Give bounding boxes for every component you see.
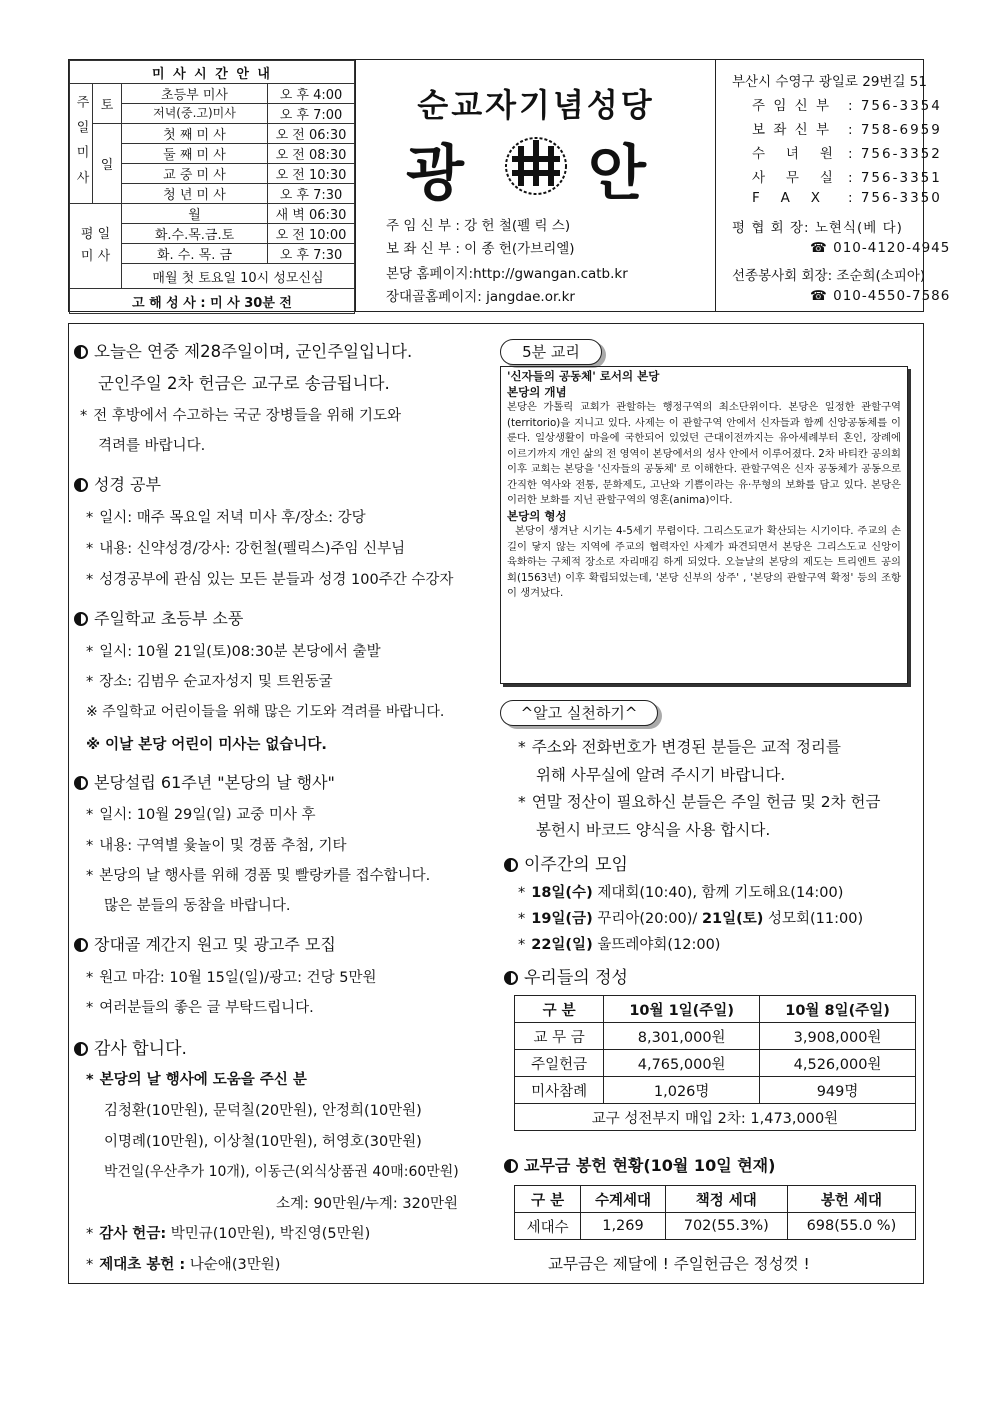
address: 부산시 수영구 광일로 29번길 51 xyxy=(732,74,927,90)
section-title: 주일학교 초등부 소풍 xyxy=(94,609,244,628)
offering-cell: 교 무 금 xyxy=(515,1023,604,1050)
mass-name: 청 년 미 사 xyxy=(122,184,268,203)
offering-note: 교구 성전부지 매입 2차: 1,473,000원 xyxy=(515,1104,916,1131)
contact-value: : 758-6959 xyxy=(848,122,942,138)
thanks-text: 박민규(10만원), 박진영(5만원) xyxy=(170,1226,371,1242)
anniv-text: 내용: 구역별 윷놀이 및 경품 추첨, 기타 xyxy=(99,838,347,854)
jangdae-line: * 여러분들의 좋은 글 부탁드립니다. xyxy=(86,1000,314,1016)
anniv-line: * 일시: 10월 29일(일) 교중 미사 후 xyxy=(86,807,316,823)
footer-slogan: 교무금은 제달에 ! 주일헌금은 정성껏 ! xyxy=(548,1255,810,1273)
doctrine-tab: 5분 교리 xyxy=(500,339,602,365)
half-circle-bullet-icon xyxy=(74,776,88,790)
sun-label: 일 xyxy=(93,124,122,204)
mass-time: 오 전 10:30 xyxy=(275,168,347,183)
bible-line: * 일시: 매주 목요일 저녁 미사 후/장소: 강당 xyxy=(86,510,366,526)
tithe-cell: 세대수 xyxy=(515,1213,581,1240)
title-box xyxy=(356,60,715,311)
mass-time: 오 전 10:00 xyxy=(275,228,347,243)
section-title: 우리들의 정성 xyxy=(524,968,628,988)
meeting-date: 22일(일) xyxy=(531,937,593,953)
contact-value: : 756-3350 xyxy=(848,190,942,206)
thanks-line: 이명례(10만원), 이상철(10만원), 허영호(30만원) xyxy=(104,1134,422,1150)
mass-time: 오 전 08:30 xyxy=(275,148,347,163)
doctrine-heading: 본당의 형성 xyxy=(507,508,567,523)
meeting-text: 성모회(11:00) xyxy=(768,911,864,927)
anniv-line: 많은 분들의 동참을 바랍니다. xyxy=(104,898,291,914)
section-title: 본당설립 61주년 "본당의 날 행사" xyxy=(94,773,335,792)
section-bible xyxy=(74,472,161,495)
thanks-line: * 본당의 날 행사에 도움을 주신 분 xyxy=(86,1072,307,1088)
thanks-line: 김청환(10만원), 문덕칠(20만원), 안정희(10만원) xyxy=(104,1103,422,1119)
bible-line: * 내용: 신약성경/강사: 강헌철(펠릭스)주임 신부님 xyxy=(86,541,406,557)
thanks-line: * 감사 헌금: 박민규(10만원), 박진영(5만원) xyxy=(86,1226,371,1242)
offering-cell: 4,765,000원 xyxy=(604,1050,760,1077)
doctrine-title: '신자들의 공동체' 로서의 본당 xyxy=(507,369,660,383)
assistant-line: 보 좌 신 부 : 이 종 헌(가브리엘) xyxy=(386,241,575,257)
mass-schedule xyxy=(69,60,356,311)
half-circle-bullet-icon xyxy=(74,345,88,359)
anniv-line: * 내용: 구역별 윷놀이 및 경품 추첨, 기타 xyxy=(86,838,347,854)
section-anniversary xyxy=(74,770,335,793)
council-chair: 평 협 회 장: 노현식(베 다) xyxy=(732,220,903,236)
table-row xyxy=(515,1050,916,1077)
contact-label: 수 녀 원 xyxy=(752,146,835,162)
practice-line: * 연말 정산이 필요하신 분들은 주일 헌금 및 2차 헌금 xyxy=(518,793,881,811)
intro-text: 오늘은 연중 제28주일이며, 군인주일입니다. xyxy=(94,342,413,361)
homepage-link[interactable]: 본당 홈페이지:http://gwangan.catb.kr xyxy=(386,266,628,282)
mass-name: 월 xyxy=(122,204,268,223)
jangdae-text: 여러분들의 좋은 글 부탁드립니다. xyxy=(99,1000,314,1016)
tithe-cell: 698(55.0 %) xyxy=(787,1213,915,1240)
confession-note: 고 해 성 사 : 미 사 30분 전 xyxy=(70,289,355,314)
tithe-cell: 1,269 xyxy=(581,1213,665,1240)
offering-header: 구 분 xyxy=(515,996,604,1023)
offering-header: 10월 8일(주일) xyxy=(760,996,916,1023)
contact-label: 보 좌 신 부 xyxy=(752,122,832,138)
section-jangdae xyxy=(74,932,336,955)
weekday-label: 평 일 미 사 xyxy=(80,227,111,264)
parish-name-right: 안 xyxy=(588,139,646,209)
meeting-date: 21일(토) xyxy=(701,911,764,927)
section-title: 이주간의 모임 xyxy=(524,855,628,875)
practice-line: 봉헌시 바코드 양식을 사용 합시다. xyxy=(536,821,771,839)
contact-label: 주 임 신 부 xyxy=(752,98,832,114)
section-meetings xyxy=(504,850,628,875)
thanks-line: * 제대초 봉헌 : 나순애(3만원) xyxy=(86,1257,281,1273)
section-school xyxy=(74,606,243,629)
mass-time: 오 후 4:00 xyxy=(279,88,343,103)
thanks-text: 나순애(3만원) xyxy=(189,1257,281,1273)
intro-text: 전 후방에서 수고하는 국군 장병들을 위해 기도와 xyxy=(93,408,402,424)
doctrine-box xyxy=(500,366,908,684)
thanks-label: 감사 헌금: xyxy=(99,1226,167,1242)
section-title: 장대골 계간지 원고 및 광고주 모집 xyxy=(94,935,336,954)
mass-time: 오 후 7:30 xyxy=(279,188,343,203)
intro-line-1 xyxy=(74,338,412,362)
pastor-line: 주 임 신 부 : 강 헌 철(펠 릭 스) xyxy=(386,218,571,234)
doctrine-paragraph: 본당은 가톨릭 교회가 관할하는 행정구역의 최소단위이다. 본당은 일정한 관할구역(territorio)을 지니고 있다. 사제는 이 관할구역 안에서 신자들과 함께 신앙공동체를 이룬다. 일상생활이 마을에 국한되어 있었던 근대이전까지는 유아세례부터 혼인, 장례에 이르기까지 개인 삶의 전 영역이 본당에서의 성사 안에서 이루어졌다. 2차 바티칸 공의회 이후 교회는 본당을 '신자들의 공동체' 로 이해한다. 관할구역은 신자 공동체가 공동으로 간직한 역사와 전통, 문화제도, 고난와 기쁨이라는 유·무형의 보화를 담고 있다. 본당은 이러한 보화를 지닌 관할구역의 영혼(anima)이다. xyxy=(507,401,901,506)
parish-subtitle: 순교자기념성당 xyxy=(417,86,655,124)
section-offering xyxy=(504,963,628,988)
contact-label: F A X xyxy=(752,190,822,206)
offering-cell: 3,908,000원 xyxy=(760,1023,916,1050)
meeting-date: 19일(금) xyxy=(531,911,593,927)
tithe-header: 구 분 xyxy=(515,1186,581,1213)
sunday-label: 주 일 미 사 xyxy=(73,95,89,188)
meeting-line: * 22일(일) 울뜨레야회(12:00) xyxy=(518,937,721,953)
table-row xyxy=(515,1077,916,1104)
meeting-line: * 18일(수) 제대회(10:40), 함께 기도해요(14:00) xyxy=(518,885,844,901)
bible-text: 일시: 매주 목요일 저녁 미사 후/장소: 강당 xyxy=(99,510,366,526)
mass-time: 오 후 7:00 xyxy=(279,108,343,123)
contact-value: : 756-3351 xyxy=(848,170,942,186)
practice-line: * 주소와 전화번호가 변경된 분들은 교적 정리를 xyxy=(518,738,841,756)
tithe-table xyxy=(514,1185,916,1240)
table-row xyxy=(515,1104,916,1131)
thanks-line: 박건일(우산추가 10개), 이동근(외식상품권 40매:60만원) xyxy=(104,1164,459,1180)
half-circle-bullet-icon xyxy=(74,612,88,626)
doctrine-heading: 본당의 개념 xyxy=(507,384,567,399)
tithe-cell: 702(55.3%) xyxy=(665,1213,787,1240)
practice-text: 연말 정산이 필요하신 분들은 주일 헌금 및 2차 헌금 xyxy=(531,793,881,811)
intro-line-4: 격려를 바랍니다. xyxy=(98,438,206,454)
council-phone: ☎ 010-4120-4945 xyxy=(810,240,951,256)
offering-cell: 미사참례 xyxy=(515,1077,604,1104)
half-circle-bullet-icon xyxy=(504,1159,518,1173)
offering-header: 10월 1일(주일) xyxy=(604,996,760,1023)
bible-line: * 성경공부에 관심 있는 모든 분들과 성경 100주간 수강자 xyxy=(86,572,454,588)
school-line: * 일시: 10월 21일(토)08:30분 본당에서 출발 xyxy=(86,644,381,660)
contact-box xyxy=(715,60,951,311)
meeting-text: 울뜨레야회(12:00) xyxy=(597,937,721,953)
doctrine-paragraph: 본당이 생겨난 시기는 4-5세기 무렵이다. 그리스도교가 확산되는 시기이다. 주교의 손길이 닿지 않는 지역에 주교의 협력자인 사제가 파견되면서 본당은 그리스도교 신앙이 육화하는 구체적 장소로 자리매김 하게 되었다. 오늘날의 본당의 제도는 트리엔트 공의회(1563년) 이후 확립되었는데, '본당 신부의 상주' , '본당의 관할구역 확정' 등의 조항이 생겨났다. xyxy=(507,525,901,599)
section-thanks xyxy=(74,1034,187,1059)
meeting-line: * 19일(금) 꾸리아(20:00)/ 21일(토) 성모회(11:00) xyxy=(518,911,864,927)
table-row xyxy=(515,1213,916,1240)
half-circle-bullet-icon xyxy=(74,938,88,952)
section-title: 감사 합니다. xyxy=(94,1039,187,1059)
half-circle-bullet-icon xyxy=(504,858,518,872)
meeting-text: 제대회(10:40), 함께 기도해요(14:00) xyxy=(597,885,844,901)
school-text: 장소: 김범우 순교자성지 및 트윈동굴 xyxy=(99,674,333,690)
anniv-text: 일시: 10월 29일(일) 교중 미사 후 xyxy=(99,807,316,823)
offering-cell: 주일헌금 xyxy=(515,1050,604,1077)
anniv-line: * 본당의 날 행사를 위해 경품 및 빨랑카를 접수합니다. xyxy=(86,868,431,884)
mass-time: 오 전 06:30 xyxy=(275,128,347,143)
parish-name-left: 광 xyxy=(406,139,464,209)
intro-line-2: 군인주일 2차 헌금은 교구로 송금됩니다. xyxy=(98,374,390,393)
mass-title: 미 사 시 간 안 내 xyxy=(70,61,355,84)
bible-text: 성경공부에 관심 있는 모든 분들과 성경 100주간 수강자 xyxy=(99,572,454,588)
thanks-label: 제대초 봉헌 : xyxy=(99,1257,186,1273)
section-title: 교무금 봉헌 현황(10월 10일 현재) xyxy=(524,1156,776,1175)
header-box xyxy=(68,59,951,312)
meeting-text: 꾸리아(20:00)/ xyxy=(597,911,698,927)
volunteer-chair: 선종봉사회 회장: 조순희(소피아) xyxy=(732,268,926,284)
mass-name: 화. 수. 목. 금 xyxy=(122,244,268,263)
tithe-header: 수계세대 xyxy=(581,1186,665,1213)
bible-text: 내용: 신약성경/강사: 강헌철(펠릭스)주임 신부님 xyxy=(99,541,406,557)
section-tithe xyxy=(504,1153,775,1176)
offering-table xyxy=(514,995,916,1131)
mass-time: 오 후 7:30 xyxy=(279,248,343,263)
school-text: 일시: 10월 21일(토)08:30분 본당에서 출발 xyxy=(99,644,381,660)
contact-value: : 756-3354 xyxy=(848,98,942,114)
practice-line: 위해 사무실에 알려 주시기 바랍니다. xyxy=(536,766,786,784)
offering-cell: 949명 xyxy=(760,1077,916,1104)
half-circle-bullet-icon xyxy=(74,1042,88,1056)
half-circle-bullet-icon xyxy=(504,971,518,985)
sat-label: 토 xyxy=(93,84,122,124)
half-circle-bullet-icon xyxy=(74,478,88,492)
jangdae-link[interactable]: 장대골홈페이지: jangdae.or.kr xyxy=(386,289,575,305)
thanks-text: 본당의 날 행사에 도움을 주신 분 xyxy=(99,1072,307,1088)
practice-text: 주소와 전화번호가 변경된 분들은 교적 정리를 xyxy=(531,738,841,756)
star-bullet-icon: * xyxy=(80,408,88,424)
contact-value: : 756-3352 xyxy=(848,146,942,162)
school-line: ※ 이날 본당 어린이 미사는 없습니다. xyxy=(86,737,327,753)
intro-line-3 xyxy=(80,404,401,425)
tithe-header: 봉헌 세대 xyxy=(787,1186,915,1213)
mass-name: 첫 째 미 사 xyxy=(122,124,268,143)
school-line: ※ 주일학교 어린이들을 위해 많은 기도와 격려를 바랍니다. xyxy=(86,704,445,720)
tithe-header: 책정 세대 xyxy=(665,1186,787,1213)
volunteer-phone: ☎ 010-4550-7586 xyxy=(810,288,951,304)
mass-name: 초등부 미사 xyxy=(122,84,268,103)
mass-name: 둘 째 미 사 xyxy=(122,144,268,163)
thanks-sum: 소계: 90만원/누계: 320만원 xyxy=(276,1196,459,1212)
jangdae-line: * 원고 마감: 10월 15일(일)/광고: 건당 5만원 xyxy=(86,970,377,986)
mass-name: 화.수.목.금.토 xyxy=(122,224,268,243)
mass-name: 교 중 미 사 xyxy=(122,164,268,183)
mass-time: 새 벽 06:30 xyxy=(275,208,347,223)
offering-cell: 1,026명 xyxy=(604,1077,760,1104)
contact-label: 사 무 실 xyxy=(752,170,835,186)
mass-name: 저녁(중.고)미사 xyxy=(122,104,268,123)
meeting-date: 18일(수) xyxy=(531,885,593,901)
monthly-note: 매월 첫 토요일 10시 성모신심 xyxy=(122,264,355,289)
section-title: 성경 공부 xyxy=(94,475,161,494)
practice-tab: ^알고 실천하기^ xyxy=(500,700,658,726)
offering-cell: 8,301,000원 xyxy=(604,1023,760,1050)
table-row xyxy=(515,1023,916,1050)
jangdae-text: 원고 마감: 10월 15일(일)/광고: 건당 5만원 xyxy=(99,970,377,986)
parish-emblem-icon xyxy=(496,126,576,202)
offering-cell: 4,526,000원 xyxy=(760,1050,916,1077)
anniv-text: 본당의 날 행사를 위해 경품 및 빨랑카를 접수합니다. xyxy=(99,868,431,884)
school-line: * 장소: 김범우 순교자성지 및 트윈동굴 xyxy=(86,674,333,690)
